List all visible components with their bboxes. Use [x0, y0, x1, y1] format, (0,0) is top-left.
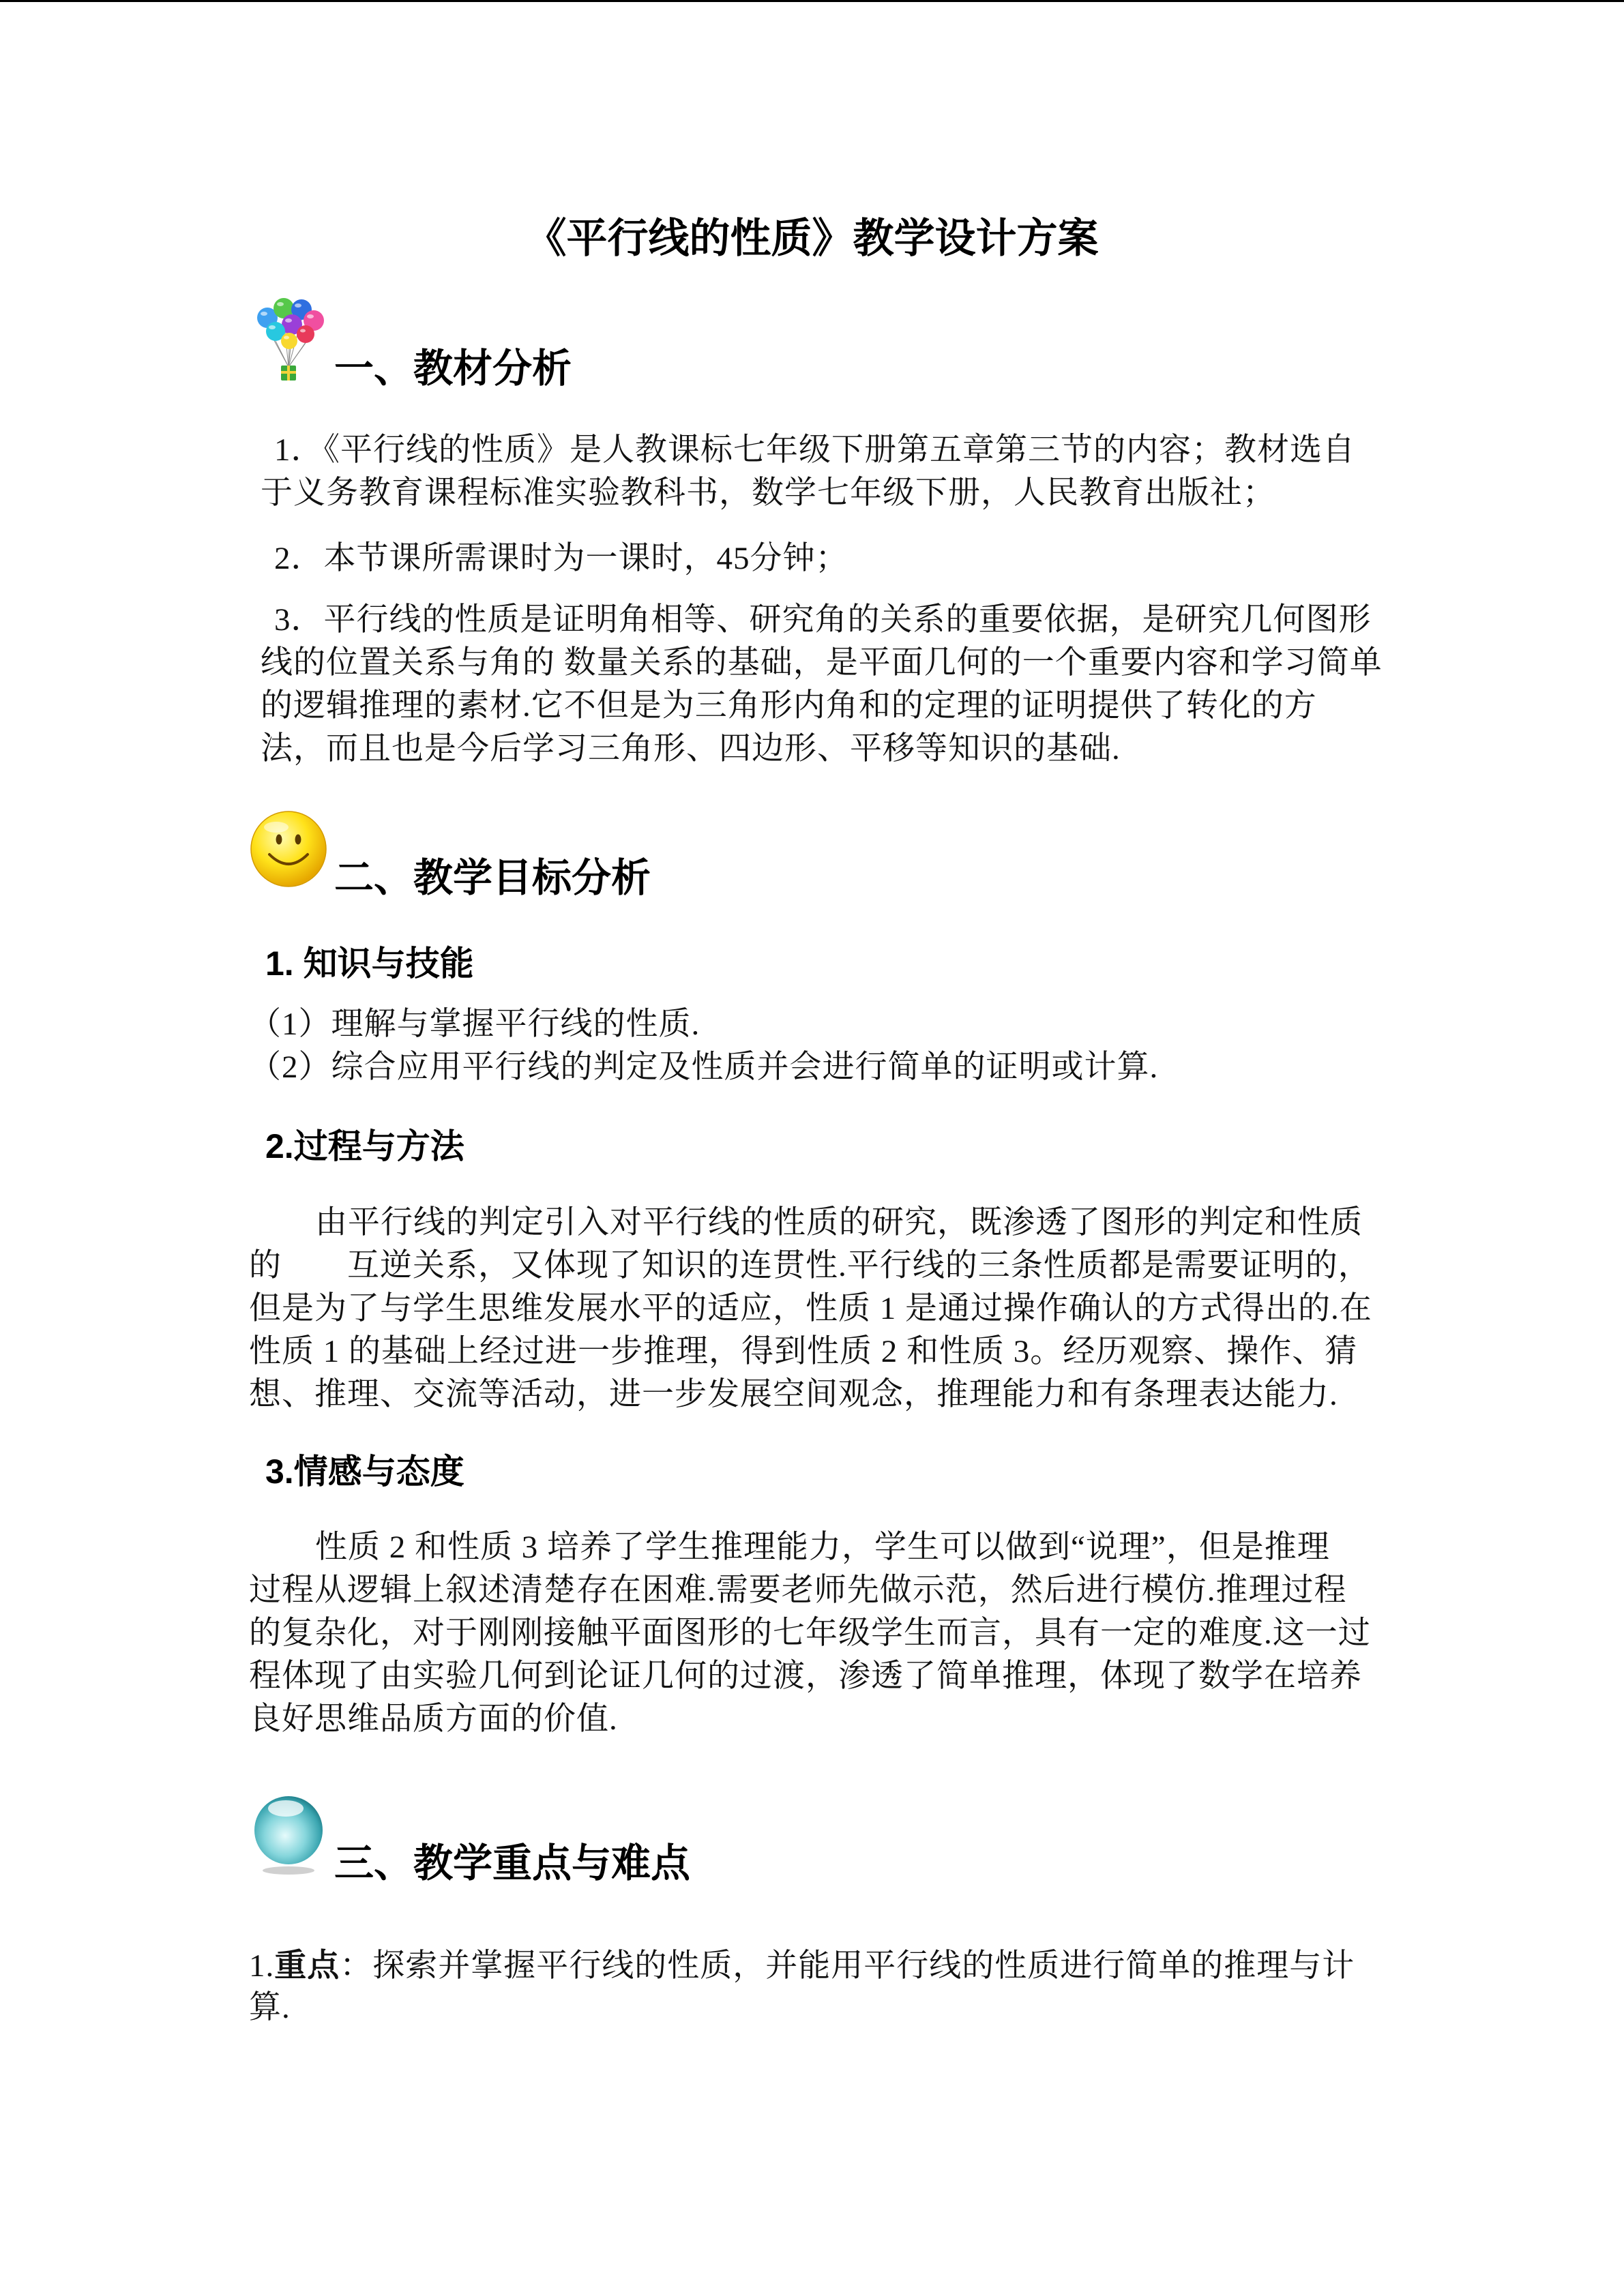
text-line: 的复杂化，对于刚刚接触平面图形的七年级学生而言，具有一定的难度.这一过: [249, 1615, 1371, 1651]
sphere-icon: [252, 1792, 325, 1877]
page-top-border: [0, 0, 1624, 2]
list-item: （1）理解与掌握平行线的性质.: [249, 1007, 700, 1042]
key-point-number: 1.: [249, 1948, 275, 1984]
section-heading: 三、教学重点与难点: [334, 1841, 691, 1885]
text-line: 的逻辑推理的素材.它不但是为三角形内角和的定理的证明提供了转化的方: [261, 688, 1317, 724]
page-title: 《平行线的性质》教学设计方案: [525, 215, 1099, 261]
section-heading: 一、教材分析: [334, 346, 572, 391]
text-line: 的 互逆关系，又体现了知识的连贯性.平行线的三条性质都是需要证明的，: [249, 1248, 1371, 1283]
subsection-title: 3.情感与态度: [265, 1452, 464, 1491]
text-line: 但是为了与学生思维发展水平的适应，性质 1 是通过操作确认的方式得出的.在: [249, 1291, 1372, 1326]
key-point-label: 重点: [274, 1947, 340, 1983]
paragraph: [249, 1526, 1371, 1741]
subsection-title: 2.过程与方法: [265, 1127, 464, 1165]
paragraph: [249, 1202, 1372, 1416]
paragraph: [261, 599, 1383, 771]
list-item: （2）综合应用平行线的判定及性质并会进行简单的证明或计算.: [249, 1049, 1159, 1085]
text-line: 性质 1 的基础上经过进一步推理，得到性质 2 和性质 3。经历观察、操作、猜: [249, 1334, 1358, 1369]
balloons-icon: [252, 293, 327, 385]
text-line: [249, 1943, 1355, 1986]
text-line: 于义务教育课程标准实验教科书，数学七年级下册，人民教育出版社；: [261, 475, 1275, 511]
paragraph: [261, 429, 1355, 515]
text-line: 法，而且也是今后学习三角形、四边形、平移等知识的基础.: [261, 731, 1121, 766]
text-line: 由平行线的判定引入对平行线的性质的研究，既渗透了图形的判定和性质: [315, 1205, 1363, 1240]
text-line: 过程从逻辑上叙述清楚存在困难.需要老师先做示范，然后进行模仿.推理过程: [249, 1572, 1347, 1608]
section-heading: 二、教学目标分析: [334, 856, 651, 900]
key-point-paragraph: [249, 1943, 1355, 2029]
text-line: 程体现了由实验几何到论证几何的过渡，渗透了简单推理，体现了数学在培养: [249, 1658, 1362, 1694]
text-line: 算.: [249, 1990, 291, 2025]
text-line: 性质 2 和性质 3 培养了学生推理能力，学生可以做到“说理”，但是推理: [315, 1530, 1330, 1565]
text-line: 良好思维品质方面的价值.: [249, 1701, 618, 1737]
paragraph: [261, 537, 848, 580]
text-line: 1．《平行线的性质》是人教课标七年级下册第五章第三节的内容；教材选自: [274, 432, 1355, 468]
text-line: 3．平行线的性质是证明角相等、研究角的关系的重要依据，是研究几何图形: [274, 602, 1372, 638]
objective-list: [249, 1003, 1158, 1089]
text-line: 2．本节课所需课时为一课时，45分钟；: [274, 541, 848, 576]
subsection-title: 1. 知识与技能: [265, 944, 474, 983]
text-line: 线的位置关系与角的 数量关系的基础，是平面几何的一个重要内容和学习简单: [261, 645, 1383, 681]
key-point-text: ：探索并掌握平行线的性质，并能用平行线的性质进行简单的推理与计: [340, 1948, 1355, 1984]
text-line: 想、推理、交流等活动，进一步发展空间观念，推理能力和有条理表达能力.: [249, 1377, 1338, 1412]
smiley-icon: [249, 809, 328, 889]
